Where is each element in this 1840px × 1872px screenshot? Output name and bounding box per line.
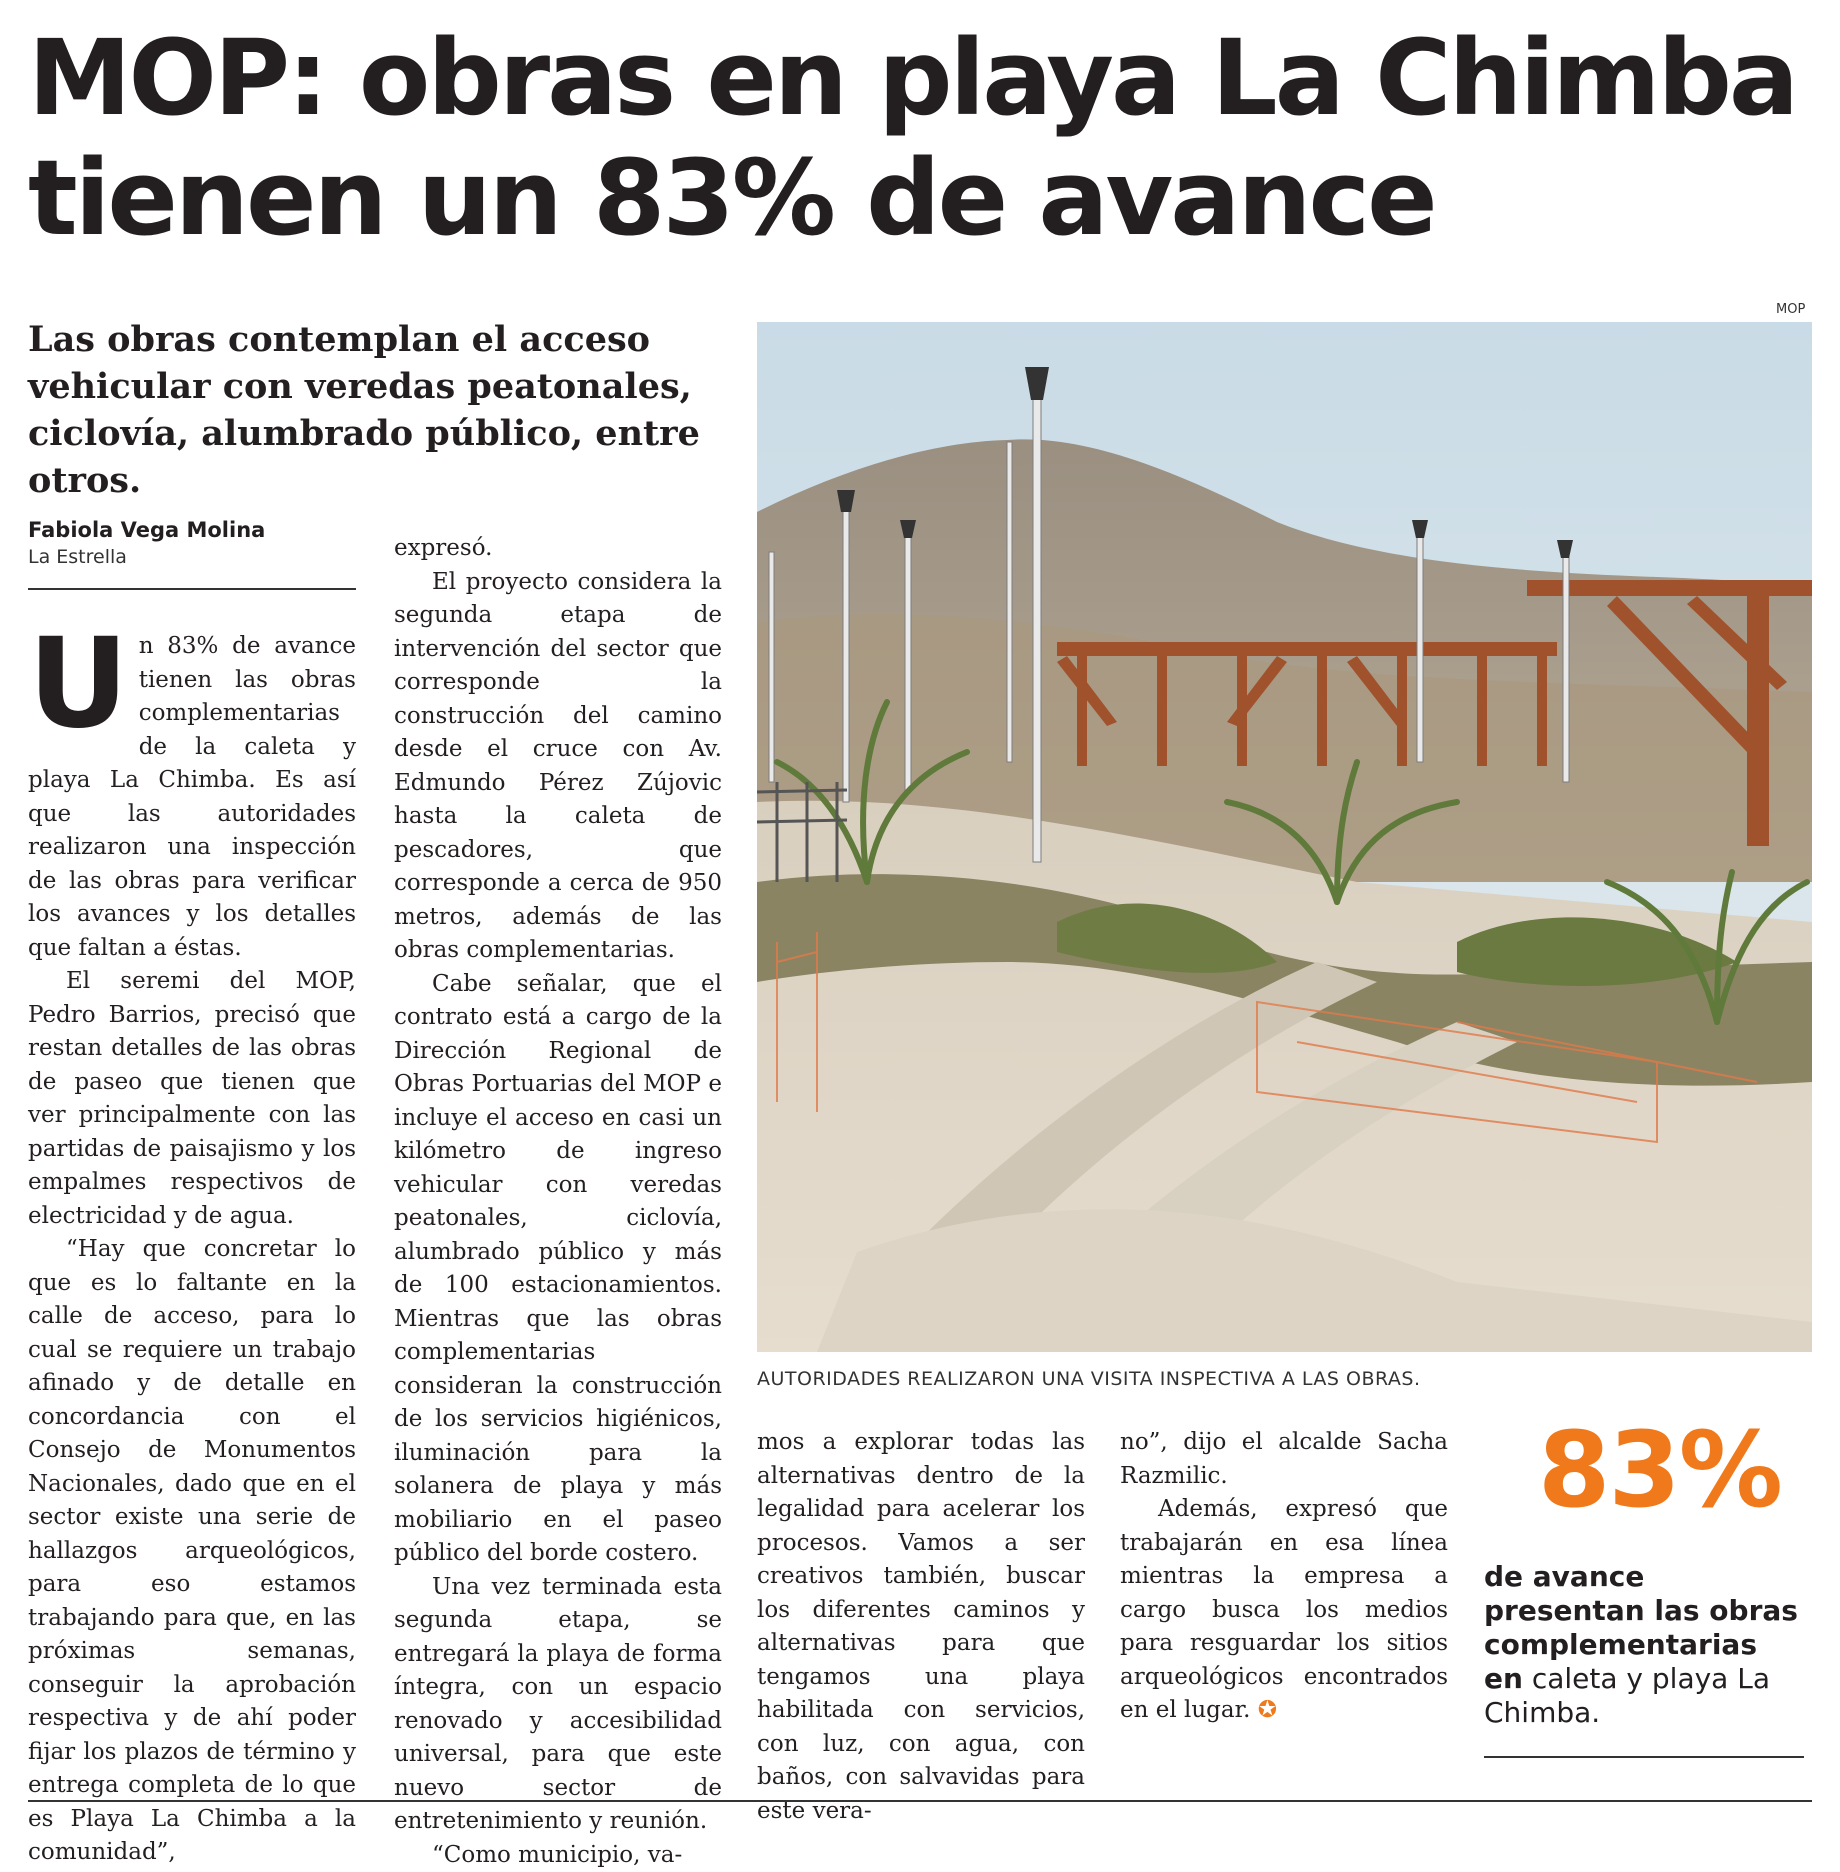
construction-site-photo (757, 322, 1812, 1352)
article-column-3 (757, 1426, 1085, 1828)
factbox-text (1484, 1560, 1804, 1730)
byline-divider (28, 588, 356, 590)
article-column-4 (1120, 1426, 1448, 1728)
drop-cap: U (28, 636, 129, 732)
body-paragraph: Cabe señalar, que el contrato está a cargo de la Dirección Regional de Obras Portuarias del MOP e incluye el acceso en casi un kilómetro de ingreso vehicular con veredas peatonales, ciclovía, alumbrado público y más de 100 estacionamientos. Mientras que las obras complementarias consideran la construcción de los servicios higiénicos, iluminación para la solanera de playa y más mobiliario en el paseo público del borde costero. (394, 968, 722, 1571)
factbox-regular-text: caleta y playa La Chimba. (1484, 1662, 1770, 1729)
body-paragraph: Un 83% de avance tienen las obras complementarias de la caleta y playa La Chimba. Es así que las autoridades realizaron una inspección de las obras para verificar los avances y los detalles que faltan a éstas. (28, 630, 356, 965)
photo-credit: MOP (1776, 302, 1805, 317)
body-paragraph: mos a explorar todas las alternativas dentro de la legalidad para acelerar los procesos. Vamos a ser creativos también, buscar los diferentes caminos y alternativas para que tengamos una playa habilitada con servicios, con luz, con agua, con baños, con salvavidas para este vera- (757, 1426, 1085, 1828)
factbox-bold-text: de avance presentan las obras complementarias en (1484, 1560, 1798, 1695)
body-paragraph: no”, dijo el alcalde Sacha Razmilic. (1120, 1426, 1448, 1493)
body-paragraph: “Hay que concretar lo que es lo faltante en la calle de acceso, para lo cual se requiere un trabajo afinado y de detalle en concordancia con el Consejo de Monumentos Nacionales, dado que en el sector existe una serie de hallazgos arqueológicos, para eso estamos trabajando para que, en las próximas semanas, conseguir la aprobación respectiva y de ahí poder fijar los plazos de término y entrega completa de lo que es Playa La Chimba a la comunidad”, (28, 1233, 356, 1870)
body-paragraph: “Como municipio, va- (394, 1839, 722, 1872)
page-bottom-rule (28, 1800, 1812, 1802)
factbox-big-number: 83% (1538, 1410, 1781, 1530)
article-column-2 (394, 532, 722, 1872)
body-paragraph: Además, expresó que trabajarán en esa línea mientras la empresa a cargo busca los medios para resguardar los sitios arqueológicos encontrados en el lugar. ✪ (1120, 1493, 1448, 1728)
byline-outlet: La Estrella (28, 545, 127, 569)
body-paragraph: El seremi del MOP, Pedro Barrios, precisó que restan detalles de las obras de paseo que tienen que ver principalmente con las partidas de paisajismo y los empalmes respectivos de electricidad y de agua. (28, 965, 356, 1233)
photo-caption: AUTORIDADES REALIZARON UNA VISITA INSPECTIVA A LAS OBRAS. (757, 1368, 1421, 1390)
lede: Las obras contemplan el acceso vehicular con veredas peatonales, ciclovía, alumbrado público, entre otros. (28, 316, 728, 504)
article-column-1 (28, 630, 356, 1870)
byline-author: Fabiola Vega Molina (28, 516, 265, 544)
body-paragraph: expresó. (394, 532, 722, 566)
body-paragraph: Una vez terminada esta segunda etapa, se entregará la playa de forma íntegra, con un espacio renovado y accesibilidad universal, para que este nuevo sector de entretenimiento y reunión. (394, 1571, 722, 1839)
headline: MOP: obras en playa La Chimba tienen un 83% de avance (28, 18, 1818, 258)
end-mark-icon: ✪ (1258, 1697, 1277, 1723)
factbox-divider (1484, 1756, 1804, 1758)
body-paragraph: El proyecto considera la segunda etapa de intervención del sector que corresponde la construcción del camino desde el cruce con Av. Edmundo Pérez Zújovic hasta la caleta de pescadores, que corresponde a cerca de 950 metros, además de las obras complementarias. (394, 566, 722, 968)
